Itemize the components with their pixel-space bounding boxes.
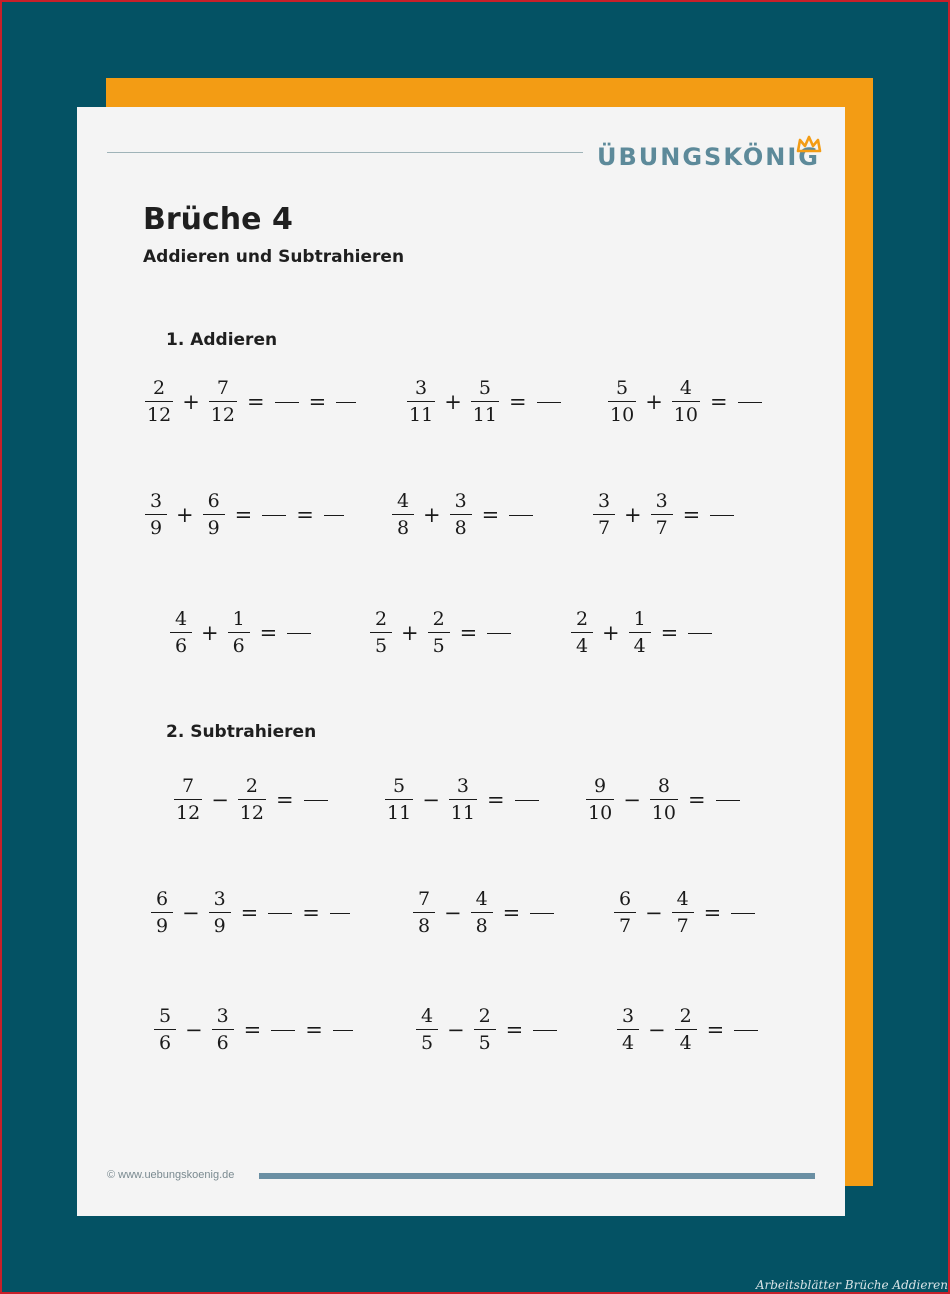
numerator: 3 [415,377,428,399]
worksheet [77,107,845,1216]
crown-icon [796,135,822,155]
answer-blank[interactable] [333,1030,353,1031]
answer-blank[interactable] [287,633,311,634]
denominator: 7 [655,517,668,540]
numerator: 4 [676,888,689,910]
numerator: 4 [475,888,488,910]
equals-sign: = [302,901,320,926]
equals-sign: = [481,503,500,528]
answer-blank[interactable] [731,913,755,914]
footer-url: © www.uebungskoenig.de [107,1169,235,1181]
numerator: 9 [594,775,607,797]
equals-sign: = [709,390,728,415]
equals-sign: = [687,788,706,813]
fraction [145,379,173,425]
addition-problem [145,379,356,425]
operator-sign: + [624,503,642,528]
fraction [614,890,636,936]
subtraction-problem [385,777,539,823]
denominator: 10 [673,404,698,427]
fraction [593,492,615,538]
operator-sign: + [645,390,663,415]
addition-problem [608,379,762,425]
denominator: 8 [454,517,467,540]
numerator: 3 [456,775,469,797]
answer-blank[interactable] [688,633,712,634]
fraction [650,777,678,823]
image-caption: Arbeitsblätter Brüche Addieren [755,1278,948,1292]
numerator: 4 [679,377,692,399]
numerator: 2 [432,608,445,630]
subtraction-problem [586,777,740,823]
denominator: 7 [676,915,689,938]
operator-sign: − [444,901,462,926]
denominator: 6 [174,635,188,658]
answer-blank[interactable] [530,913,554,914]
numerator: 7 [182,775,195,797]
addition-problem [593,492,734,538]
equals-sign: = [308,390,327,415]
denominator: 5 [478,1032,491,1055]
operator-sign: + [201,621,219,646]
denominator: 4 [633,635,646,658]
answer-blank[interactable] [509,515,533,516]
header-rule [107,152,583,153]
brand-logo: ÜBUNGSKÖNIG [597,143,820,171]
operator-sign: + [423,503,441,528]
answer-blank[interactable] [738,402,762,403]
denominator: 5 [420,1032,434,1055]
equals-sign: = [508,390,527,415]
answer-blank[interactable] [533,1030,557,1031]
equals-sign: = [234,503,253,528]
equals-sign: = [706,1018,725,1043]
operator-sign: + [444,390,462,415]
answer-blank[interactable] [716,800,740,801]
subtraction-problem [416,1007,557,1053]
answer-blank[interactable] [304,800,328,801]
fraction [170,610,192,656]
page-subtitle: Addieren und Subtrahieren [143,247,405,267]
answer-blank[interactable] [710,515,734,516]
equals-sign: = [305,1018,323,1043]
equals-sign: = [243,1018,262,1043]
fraction [449,777,477,823]
fraction [617,1007,639,1053]
fraction [174,777,202,823]
fraction [608,379,636,425]
fraction [385,777,413,823]
page-title: Brüche 4 [143,202,293,237]
answer-blank[interactable] [487,633,511,634]
answer-blank[interactable] [734,1030,758,1031]
numerator: 7 [216,377,229,399]
fraction [471,890,493,936]
denominator: 9 [213,915,226,938]
numerator: 2 [679,1005,692,1027]
denominator: 4 [575,635,589,658]
numerator: 6 [618,888,632,910]
subtraction-problem [151,890,350,936]
answer-blank[interactable] [515,800,539,801]
equals-sign: = [703,901,722,926]
denominator: 8 [475,915,488,938]
fraction [471,379,499,425]
denominator: 11 [450,802,475,825]
numerator: 2 [478,1005,491,1027]
numerator: 7 [417,888,431,910]
numerator: 3 [216,1005,229,1027]
numerator: 3 [655,490,668,512]
numerator: 3 [621,1005,635,1027]
denominator: 6 [158,1032,172,1055]
equals-sign: = [275,788,294,813]
fraction [228,610,250,656]
denominator: 12 [147,404,172,427]
denominator: 5 [432,635,445,658]
fraction [675,1007,697,1053]
denominator: 4 [679,1032,692,1055]
fraction [416,1007,438,1053]
operator-sign: + [401,621,419,646]
subtraction-problem [174,777,328,823]
numerator: 5 [393,775,406,797]
equals-sign: = [682,503,701,528]
numerator: 2 [153,377,166,399]
denominator: 4 [621,1032,635,1055]
fraction [651,492,673,538]
fraction [392,492,414,538]
fraction [151,890,173,936]
fraction [370,610,392,656]
fraction [428,610,450,656]
numerator: 4 [420,1005,434,1027]
fraction [209,890,231,936]
numerator: 1 [232,608,245,630]
fraction [672,890,694,936]
denominator: 10 [651,802,676,825]
numerator: 8 [657,775,670,797]
addition-problem [571,610,712,656]
numerator: 3 [149,490,163,512]
denominator: 6 [232,635,245,658]
fraction [672,379,700,425]
denominator: 10 [588,802,613,825]
addition-problem [145,492,344,538]
fraction [629,610,651,656]
numerator: 5 [158,1005,172,1027]
fraction [571,610,593,656]
fraction [209,379,237,425]
subtraction-problem [617,1007,758,1053]
operator-sign: + [182,390,200,415]
operator-sign: − [211,788,229,813]
operator-sign: − [648,1018,666,1043]
footer-bar [259,1173,815,1179]
denominator: 11 [472,404,497,427]
numerator: 1 [633,608,646,630]
denominator: 12 [210,404,235,427]
denominator: 11 [409,404,434,427]
fraction [238,777,266,823]
operator-sign: − [185,1018,203,1043]
addition-problem [170,610,311,656]
numerator: 3 [213,888,226,910]
answer-blank[interactable] [271,1030,295,1031]
numerator: 6 [207,490,220,512]
operator-sign: − [182,901,200,926]
numerator: 6 [155,888,169,910]
operator-sign: − [623,788,641,813]
denominator: 12 [239,802,264,825]
denominator: 5 [374,635,388,658]
answer-blank[interactable] [268,913,292,914]
operator-sign: + [602,621,620,646]
denominator: 9 [149,517,163,540]
fraction [154,1007,176,1053]
addition-problem [370,610,511,656]
numerator: 4 [396,490,410,512]
fraction [203,492,225,538]
denominator: 6 [216,1032,229,1055]
equals-sign: = [296,503,314,528]
denominator: 7 [618,915,632,938]
addition-problem [392,492,533,538]
fraction [407,379,435,425]
subtraction-problem [154,1007,353,1053]
numerator: 2 [374,608,388,630]
denominator: 8 [396,517,410,540]
equals-sign: = [505,1018,524,1043]
answer-blank[interactable] [336,402,356,403]
operator-sign: + [176,503,194,528]
numerator: 5 [616,377,629,399]
numerator: 4 [174,608,188,630]
denominator: 8 [417,915,431,938]
equals-sign: = [246,390,265,415]
denominator: 9 [155,915,169,938]
fraction [212,1007,234,1053]
subtraction-problem [614,890,755,936]
answer-blank[interactable] [324,515,344,516]
subtraction-problem [413,890,554,936]
answer-blank[interactable] [262,515,286,516]
section-heading-add: 1. Addieren [166,330,278,350]
equals-sign: = [259,621,278,646]
operator-sign: − [447,1018,465,1043]
equals-sign: = [240,901,259,926]
answer-blank[interactable] [275,402,299,403]
denominator: 11 [387,802,412,825]
numerator: 5 [478,377,491,399]
fraction [413,890,435,936]
numerator: 2 [575,608,589,630]
numerator: 3 [454,490,467,512]
section-heading-sub: 2. Subtrahieren [166,722,317,742]
answer-blank[interactable] [330,913,350,914]
denominator: 12 [176,802,201,825]
equals-sign: = [660,621,679,646]
operator-sign: − [645,901,663,926]
answer-blank[interactable] [537,402,561,403]
fraction [145,492,167,538]
fraction [586,777,614,823]
numerator: 3 [597,490,611,512]
equals-sign: = [486,788,505,813]
denominator: 7 [597,517,611,540]
fraction [474,1007,496,1053]
equals-sign: = [502,901,521,926]
addition-problem [407,379,561,425]
operator-sign: − [422,788,440,813]
denominator: 10 [610,404,635,427]
denominator: 9 [207,517,220,540]
fraction [450,492,472,538]
numerator: 2 [245,775,258,797]
equals-sign: = [459,621,478,646]
